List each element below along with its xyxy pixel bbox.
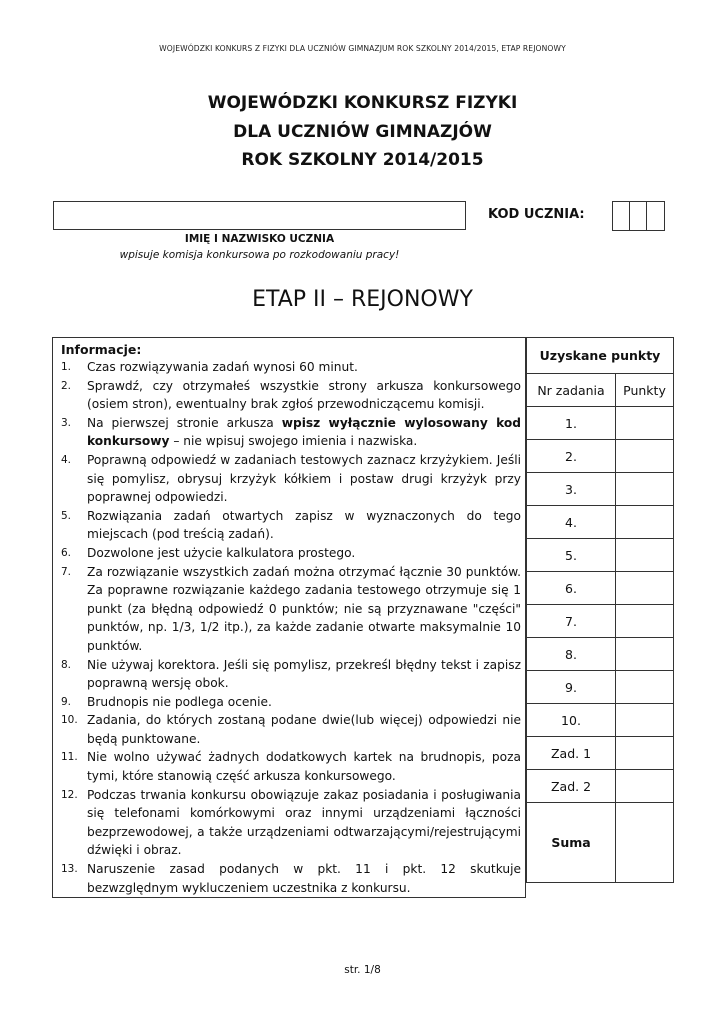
score-task-label: 8.: [527, 638, 616, 671]
info-item-number: 1.: [61, 361, 72, 373]
title-line-1: WOJEWÓDZKI KONKURSZ FIZYKI: [207, 93, 518, 113]
page-number: str. 1/8: [344, 964, 381, 976]
score-task-label: 4.: [527, 506, 616, 539]
score-points-cell[interactable]: [616, 704, 674, 737]
score-sum-cell[interactable]: [616, 803, 674, 883]
score-task-label: 9.: [527, 671, 616, 704]
info-item-number: 13.: [61, 863, 78, 876]
score-row: [527, 407, 674, 440]
score-table-title: Uzyskane punkty: [527, 338, 674, 374]
info-item: [61, 358, 521, 377]
info-item-text: Brudnopis nie podlega ocenie.: [87, 694, 272, 709]
score-row: [527, 572, 674, 605]
score-points-cell[interactable]: [616, 770, 674, 803]
info-item-text: Sprawdź, czy otrzymałeś wszystkie strony arkusza konkursowego (osiem stron), ewentualny brak zgłoś przewodniczącemu komisji.: [87, 378, 521, 412]
score-row: [527, 737, 674, 770]
info-item-text: [87, 414, 521, 451]
student-code-cell[interactable]: [647, 202, 664, 230]
info-item-number: 5.: [61, 509, 72, 522]
info-list: [61, 358, 521, 897]
score-row: [527, 704, 674, 737]
score-task-label: 6.: [527, 572, 616, 605]
title-line-3: ROK SZKOLNY 2014/2015: [241, 150, 484, 170]
score-row: [527, 770, 674, 803]
score-task-label: 1.: [527, 407, 616, 440]
score-points-cell[interactable]: [616, 539, 674, 572]
info-item: [61, 451, 521, 507]
info-item-text-part: – nie wpisuj swojego imienia i nazwiska.: [169, 434, 418, 449]
info-item: [61, 748, 521, 785]
score-points-cell[interactable]: [616, 671, 674, 704]
info-item-text: Nie wolno używać żadnych dodatkowych kartek na brudnopis, poza tymi, które stanowią część arkusza konkursowego.: [87, 750, 521, 784]
score-task-label: 10.: [527, 704, 616, 737]
score-row: [527, 638, 674, 671]
info-item: [61, 656, 521, 693]
info-item-text: Podczas trwania konkursu obowiązuje zakaz posiadania i posługiwania się telefonami komórkowymi oraz innymi urządzeniami łączności bezprzewodowej, a także urządzeniami odtwarzającymi/rejestrującymi dźwięki i obraz.: [87, 787, 521, 858]
score-row: [527, 473, 674, 506]
info-item: [61, 563, 521, 656]
info-item-number: 7.: [61, 565, 72, 578]
info-item-number: 11.: [61, 751, 78, 764]
info-item-number: 4.: [61, 453, 72, 466]
info-heading: Informacje:: [61, 342, 142, 357]
score-points-cell[interactable]: [616, 737, 674, 770]
score-points-cell[interactable]: [616, 638, 674, 671]
student-code-boxes[interactable]: [612, 201, 665, 231]
score-row: [527, 605, 674, 638]
info-item-text: Nie używaj korektora. Jeśli się pomylisz, przekreśl błędny tekst i zapisz poprawną wersję obok.: [87, 657, 521, 691]
score-points-cell[interactable]: [616, 440, 674, 473]
info-item-text-part: Na pierwszej stronie arkusza: [87, 415, 282, 430]
student-code-cell[interactable]: [630, 202, 647, 230]
score-row: [527, 440, 674, 473]
student-code-cell[interactable]: [613, 202, 630, 230]
score-col-points-header: Punkty: [616, 374, 674, 407]
info-item-text: Zadania, do których zostaną podane dwie(lub więcej) odpowiedzi nie będą punktowane.: [87, 713, 521, 746]
info-item: [61, 711, 521, 748]
info-item: [61, 860, 521, 897]
info-item-number: 2.: [61, 379, 72, 392]
score-col-task-header: Nr zadania: [527, 374, 616, 407]
score-sum-row: [527, 803, 674, 883]
score-points-cell[interactable]: [616, 407, 674, 440]
title-line-2: DLA UCZNIÓW GIMNAZJÓW: [233, 122, 492, 142]
score-table: [526, 337, 674, 883]
info-item: [61, 414, 521, 451]
score-points-cell[interactable]: [616, 473, 674, 506]
student-name-note: wpisuje komisja konkursowa po rozkodowaniu pracy!: [119, 249, 400, 261]
score-task-label: 3.: [527, 473, 616, 506]
score-task-label: 5.: [527, 539, 616, 572]
score-points-cell[interactable]: [616, 605, 674, 638]
info-item: [61, 544, 521, 563]
info-item-number: 9.: [61, 695, 72, 708]
score-sum-label: Suma: [527, 803, 616, 883]
info-item: [61, 693, 521, 712]
info-item-number: 3.: [61, 416, 72, 429]
info-item: [61, 377, 521, 414]
score-task-label: 2.: [527, 440, 616, 473]
info-item-text: Rozwiązania zadań otwartych zapisz w wyznaczonych do tego miejscach (pod treścią zadań).: [87, 508, 521, 542]
info-item-text: Za rozwiązanie wszystkich zadań można otrzymać łącznie 30 punktów. Za poprawne rozwiązanie każdego zadania testowego otrzymuje się 1 punkt (za błędną odpowiedź 0 punktów; nie są przyznawane "części" punktów, np. 1/3, 1/2 itp.), za każde zadanie otwarte maksymalnie 10 punktów.: [87, 564, 521, 653]
info-item: [61, 507, 521, 544]
info-item: [61, 786, 521, 860]
score-row: [527, 539, 674, 572]
info-item-text: Poprawną odpowiedź w zadaniach testowych zaznacz krzyżykiem. Jeśli się pomylisz, obrysuj krzyżyk kółkiem i postaw drugi krzyżyk przy poprawnej odpowiedzi.: [87, 452, 521, 505]
score-points-cell[interactable]: [616, 572, 674, 605]
score-row: [527, 506, 674, 539]
info-box: [52, 337, 526, 898]
info-item-number: 6.: [61, 546, 72, 559]
info-item-number: 8.: [61, 658, 72, 671]
score-task-label: Zad. 1: [527, 737, 616, 770]
info-item-text: Naruszenie zasad podanych w pkt. 11 i pkt. 12 skutkuje bezwzględnym wykluczeniem uczestnika z konkursu.: [87, 862, 521, 895]
student-name-field[interactable]: [53, 201, 466, 230]
info-item-text: Czas rozwiązywania zadań wynosi 60 minut.: [87, 360, 358, 374]
score-points-cell[interactable]: [616, 506, 674, 539]
info-item-number: 12.: [61, 788, 78, 801]
score-task-label: Zad. 2: [527, 770, 616, 803]
student-name-label: IMIĘ I NAZWISKO UCZNIA: [184, 233, 335, 245]
info-item-emphasis: wpisz wyłącznie wylosowany kod konkursowy: [87, 415, 521, 449]
info-item-text: Dozwolone jest użycie kalkulatora prostego.: [87, 545, 356, 560]
score-row: [527, 671, 674, 704]
info-item-number: 10.: [61, 714, 78, 727]
stage-title: ETAP II – REJONOWY: [252, 287, 473, 312]
running-header: WOJEWÓDZKI KONKURS Z FIZYKI DLA UCZNIÓW GIMNAZJUM ROK SZKOLNY 2014/2015, ETAP REJONOWY: [159, 44, 566, 53]
score-task-label: 7.: [527, 605, 616, 638]
student-code-label: KOD UCZNIA:: [488, 207, 585, 222]
